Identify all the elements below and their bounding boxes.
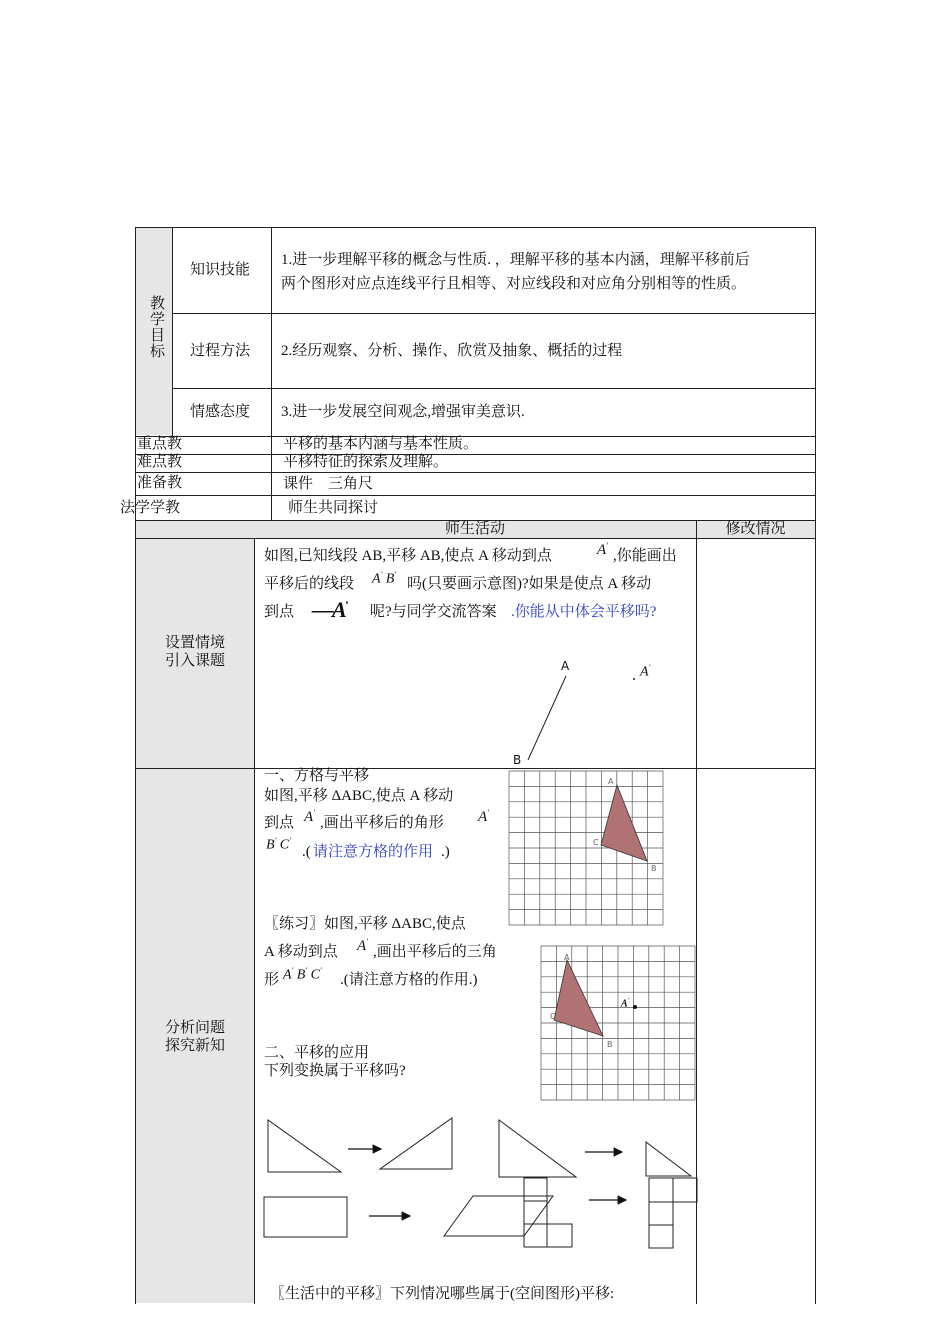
info-value-key: 平移的基本内涵与基本性质。: [283, 436, 479, 452]
objective-text-knowledge-line2: 两个图形对应点连线平行且相等、对应线段和对应角分别相等的性质。: [281, 276, 747, 292]
section2-label-line2: 探究新知: [164, 1038, 225, 1054]
info-value-prep: 课件 三角尺: [283, 476, 374, 492]
grid-figure-1: [509, 771, 665, 927]
segment-ab-figure: [500, 655, 680, 770]
practice-line3b: .(请注意方格的作用.): [340, 972, 478, 988]
section1-label-line2: 引入课题: [164, 653, 225, 669]
info-label-method: 法学学教: [120, 500, 181, 516]
p1-line3a: .(: [302, 844, 311, 860]
objectives-divider: [172, 227, 173, 436]
p1-a-prime-2: A': [478, 808, 489, 825]
heading-application: 二、平移的应用: [264, 1045, 370, 1061]
grid1-c-label: C: [593, 838, 599, 847]
info-value-difficulty: 平移特征的探索及理解。: [283, 454, 449, 470]
objective-label-attitude: 情感态度: [190, 404, 251, 420]
p1-b-c-prime: B' C': [266, 836, 291, 853]
p1-line2b: ,画出平移后的角形: [320, 815, 444, 831]
heading-grid-translation: 一、方格与平移: [264, 768, 370, 784]
point-a-label: A: [561, 659, 570, 673]
practice-line2b: ,画出平移后的三角: [373, 944, 497, 960]
point-a-prime: [633, 1005, 637, 1009]
section-divider: [254, 538, 255, 1304]
triangle-original-1: [268, 1120, 341, 1172]
table-top-border: [135, 227, 815, 228]
section1-line3b: 呢?与同学交流答案: [370, 604, 497, 620]
question-text: 下列变换属于平移吗?: [264, 1063, 406, 1079]
info-divider: [271, 436, 272, 520]
triangle-result-1: [380, 1118, 452, 1169]
objective-text-attitude: 3.进一步发展空间观念,增强审美意识.: [281, 404, 525, 420]
info-value-method: 师生共同探讨: [288, 500, 379, 516]
row-divider: [135, 768, 815, 769]
row-divider: [172, 388, 815, 389]
header-activity: 师生活动: [444, 521, 505, 537]
objectives-label-divider: [271, 227, 272, 436]
practice-line3a: 形: [264, 972, 280, 988]
triangle-result-2: [646, 1142, 691, 1176]
row-divider: [135, 454, 815, 455]
info-label-prep: 准备教: [137, 475, 183, 491]
info-label-difficulty: 难点教: [137, 454, 183, 470]
grid1-a-label: A: [608, 777, 614, 786]
triangle-abc: [554, 960, 603, 1036]
triangle-original-2: [499, 1120, 576, 1177]
p1-line1: 如图,平移 ΔABC,使点 A 移动: [264, 788, 454, 804]
practice-line2a: A 移动到点: [264, 944, 338, 960]
grid2-a-label: A: [564, 953, 570, 962]
p1-a-prime: A': [304, 808, 315, 825]
rectangle-original: [264, 1197, 347, 1237]
a-double-prime-label: —A'': [312, 597, 347, 622]
objective-label-knowledge: 知识技能: [190, 262, 251, 278]
objective-text-process: 2.经历观察、分析、操作、欣赏及抽象、概括的过程: [281, 343, 623, 359]
section1-line2a: 平移后的线段: [264, 576, 355, 592]
objective-text-knowledge-line1: 1.进一步理解平移的概念与性质. ，理解平移的基本内涵，理解平移前后: [281, 252, 750, 268]
grid2-b-label: B: [607, 1040, 613, 1049]
objectives-label: 教学目标: [148, 295, 164, 359]
p1-line2a: 到点: [264, 815, 295, 831]
section1-line2b: 吗(只要画示意图)?如果是使点 A 移动: [407, 576, 652, 592]
a-prime-label: A': [597, 541, 608, 558]
grid2-c-label: C: [550, 1012, 556, 1021]
section1-line3a: 到点: [264, 604, 295, 620]
point-a-prime-label: A': [640, 663, 651, 680]
grid-figure-2: [541, 946, 697, 1102]
section2-label-line1: 分析问题: [164, 1020, 225, 1036]
info-label-key: 重点教: [137, 436, 183, 452]
row-divider: [135, 495, 815, 496]
header-revision: 修改情况: [725, 521, 786, 537]
transformation-figures: [258, 1110, 698, 1255]
grid1-b-label: B: [651, 864, 657, 873]
section1-label-line1: 设置情境: [164, 635, 225, 651]
practice-line1: 〖练习〗如图,平移 ΔABC,使点: [264, 916, 466, 932]
p1-line3c: .): [441, 844, 450, 860]
section1-line1: 如图,已知线段 AB,平移 AB,使点 A 移动到点: [264, 548, 552, 564]
table-right-border: [815, 227, 816, 1304]
life-translation-text: 〖生活中的平移〗下列情况哪些属于(空间图形)平移:: [270, 1286, 615, 1302]
row-divider: [135, 472, 815, 473]
objective-label-process: 过程方法: [190, 343, 251, 359]
section1-line3c: .你能从中体会平移吗?: [511, 604, 657, 620]
parallelogram-result: [444, 1196, 553, 1236]
a-prime-b-prime-label: A' B': [372, 570, 397, 587]
grid2-a-prime-label: A': [621, 998, 630, 1010]
row-divider: [172, 313, 815, 314]
section1-line1b: ,你能画出: [613, 548, 677, 564]
p1-line3b: 请注意方格的作用: [313, 844, 434, 860]
triangle-abc: [601, 785, 647, 861]
practice-abc-prime: A' B' C': [283, 966, 322, 983]
point-b-label: B: [513, 753, 522, 767]
practice-a-prime: A': [357, 937, 368, 954]
